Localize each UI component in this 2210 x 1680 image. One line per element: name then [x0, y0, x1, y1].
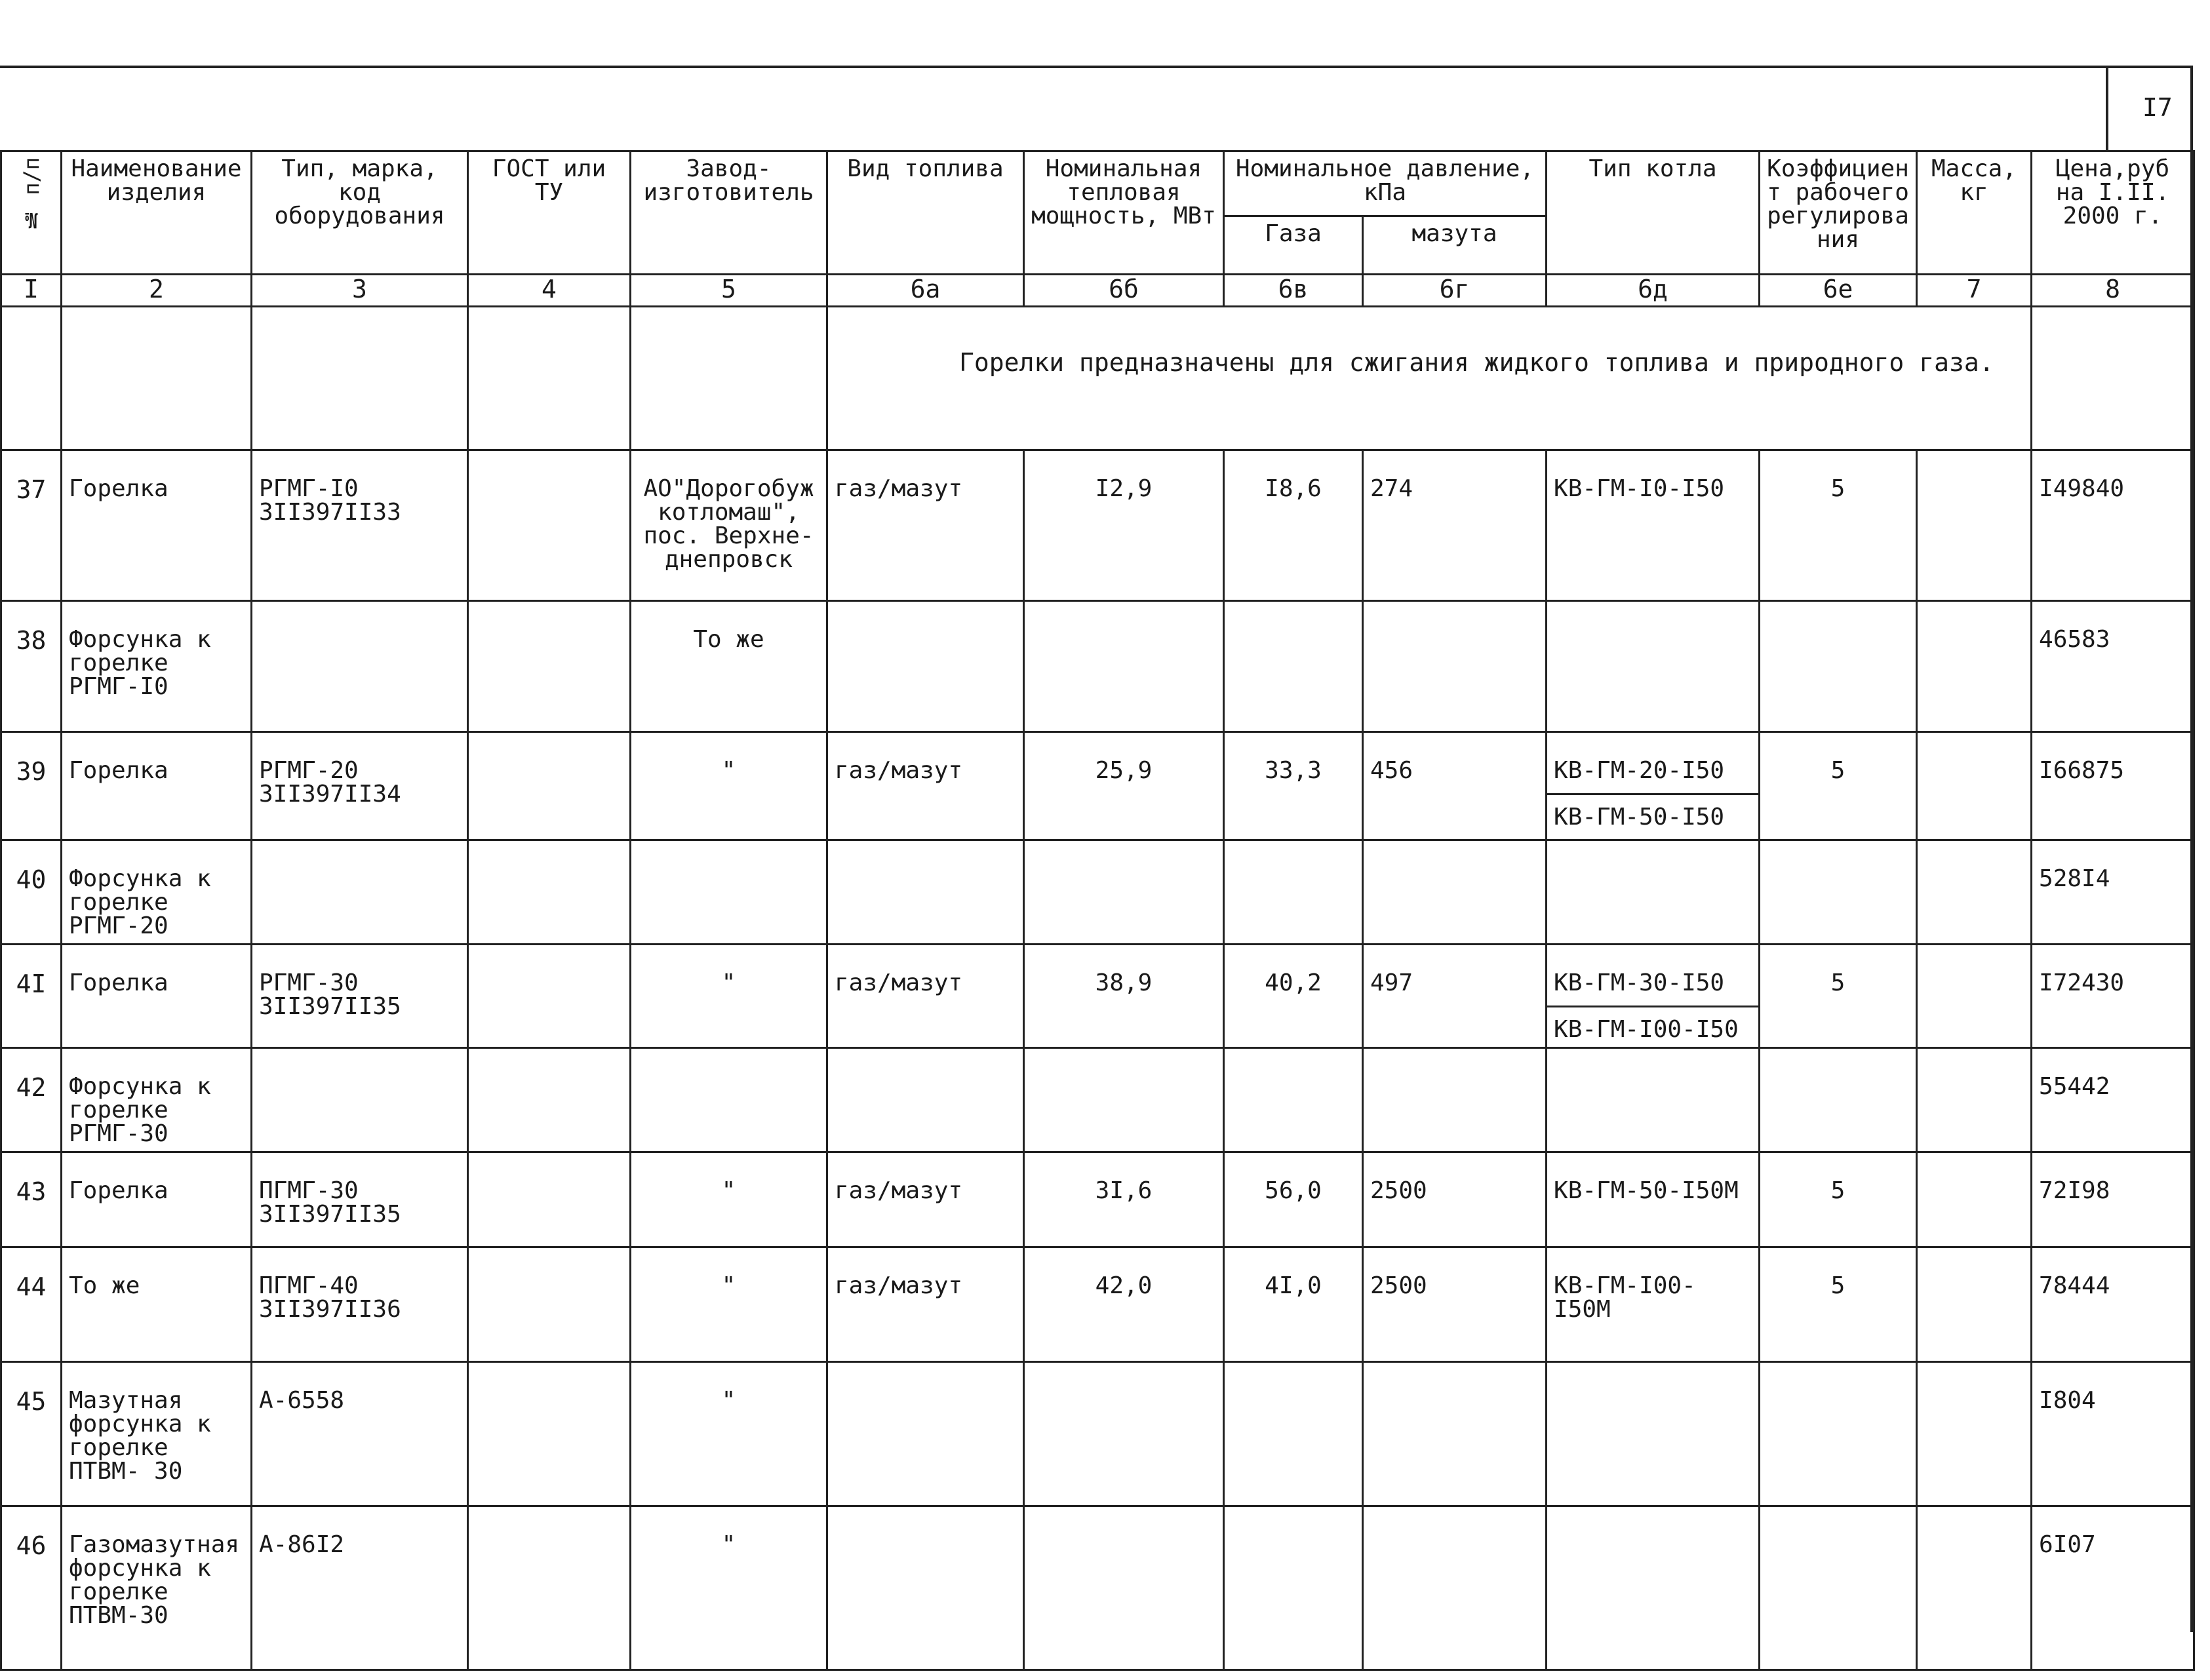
- price-cell: 528I4: [2032, 840, 2194, 945]
- gas-pressure: 56,0: [1224, 1152, 1363, 1247]
- price-cell: 55442: [2032, 1048, 2194, 1152]
- control-ratio: 5: [1760, 945, 1917, 1048]
- table-row: [1, 1247, 2194, 1362]
- thermal-power: [1024, 840, 1224, 945]
- table-row: [1, 1048, 2194, 1152]
- type-code: ПГМГ-40 3II397II36: [252, 1247, 468, 1362]
- control-ratio: 5: [1760, 1247, 1917, 1362]
- column-number: 6в: [1224, 275, 1363, 307]
- manufacturer: То же: [631, 601, 827, 732]
- header-maker: Завод- изготовитель: [631, 151, 827, 275]
- column-number: I: [1, 275, 62, 307]
- boiler-type: [1547, 1506, 1760, 1670]
- gas-pressure: [1224, 1362, 1363, 1506]
- thermal-power: [1024, 1506, 1224, 1670]
- top-border: [0, 66, 2193, 68]
- header-pressure-fuel-oil: мазута: [1363, 216, 1547, 275]
- price-cell: I49840: [2032, 450, 2194, 601]
- gost-cell: [468, 840, 631, 945]
- header-power: Номинальная тепловая мощность, МВт: [1024, 151, 1224, 275]
- boiler-type: [1547, 732, 1760, 840]
- boiler-type-primary: КВ-ГМ-30-I50: [1547, 971, 1758, 1007]
- fuel-type: газ/мазут: [827, 732, 1024, 840]
- mass-cell: [1917, 450, 2032, 601]
- header-name: Наименование изделия: [62, 151, 252, 275]
- note-spacer: [2032, 307, 2194, 450]
- item-name: Горелка: [62, 945, 252, 1048]
- boiler-type: [1547, 945, 1760, 1048]
- note-spacer: [1, 307, 62, 450]
- note-text: Горелки предназначены для сжигания жидкого топлива и природного газа.: [827, 307, 2032, 450]
- item-name: Горелка: [62, 1152, 252, 1247]
- page-number-box-divider: [2106, 66, 2108, 151]
- type-code: РГМГ-30 3II397II35: [252, 945, 468, 1048]
- mass-cell: [1917, 1152, 2032, 1247]
- thermal-power: [1024, 1048, 1224, 1152]
- gost-cell: [468, 1048, 631, 1152]
- price-cell: 78444: [2032, 1247, 2194, 1362]
- column-number: 6б: [1024, 275, 1224, 307]
- boiler-type-primary: КВ-ГМ-20-I50: [1547, 759, 1758, 795]
- type-code: РГМГ-I0 3II397II33: [252, 450, 468, 601]
- column-number: 6г: [1363, 275, 1547, 307]
- mass-cell: [1917, 1048, 2032, 1152]
- header-boiler: Тип котла: [1547, 151, 1760, 275]
- type-code: [252, 1048, 468, 1152]
- price-cell: 46583: [2032, 601, 2194, 732]
- note-spacer: [468, 307, 631, 450]
- price-cell: I66875: [2032, 732, 2194, 840]
- thermal-power: 38,9: [1024, 945, 1224, 1048]
- boiler-type: КВ-ГМ-I0-I50: [1547, 450, 1760, 601]
- gas-pressure: [1224, 601, 1363, 732]
- gost-cell: [468, 1152, 631, 1247]
- gas-pressure: I8,6: [1224, 450, 1363, 601]
- table-row: [1, 732, 2194, 840]
- gost-cell: [468, 945, 631, 1048]
- fuel-oil-pressure: 2500: [1363, 1152, 1547, 1247]
- mass-cell: [1917, 840, 2032, 945]
- header-mass: Масса, кг: [1917, 151, 2032, 275]
- fuel-oil-pressure: [1363, 1362, 1547, 1506]
- header-pressure-gas: Газа: [1224, 216, 1363, 275]
- fuel-type: [827, 1506, 1024, 1670]
- boiler-type: [1547, 840, 1760, 945]
- control-ratio: 5: [1760, 1152, 1917, 1247]
- thermal-power: 42,0: [1024, 1247, 1224, 1362]
- row-number: 37: [1, 450, 62, 601]
- item-name: Горелка: [62, 732, 252, 840]
- column-number: 4: [468, 275, 631, 307]
- header-fuel: Вид топлива: [827, 151, 1024, 275]
- fuel-oil-pressure: 456: [1363, 732, 1547, 840]
- fuel-oil-pressure: 274: [1363, 450, 1547, 601]
- thermal-power: I2,9: [1024, 450, 1224, 601]
- gost-cell: [468, 450, 631, 601]
- fuel-oil-pressure: 2500: [1363, 1247, 1547, 1362]
- control-ratio: [1760, 1362, 1917, 1506]
- table-row: [1, 601, 2194, 732]
- fuel-oil-pressure: [1363, 1506, 1547, 1670]
- note-spacer: [631, 307, 827, 450]
- gas-pressure: 40,2: [1224, 945, 1363, 1048]
- item-name: Газомазутная форсунка к горелке ПТВМ-30: [62, 1506, 252, 1670]
- fuel-type: газ/мазут: [827, 945, 1024, 1048]
- fuel-type: [827, 840, 1024, 945]
- manufacturer: [631, 840, 827, 945]
- item-name: Форсунка к горелке РГМГ-20: [62, 840, 252, 945]
- column-number: 5: [631, 275, 827, 307]
- header-type: Тип, марка, код оборудования: [252, 151, 468, 275]
- column-number: 8: [2032, 275, 2194, 307]
- fuel-type: газ/мазут: [827, 1152, 1024, 1247]
- manufacturer: ": [631, 945, 827, 1048]
- fuel-type: [827, 1048, 1024, 1152]
- note-spacer: [62, 307, 252, 450]
- thermal-power: [1024, 1362, 1224, 1506]
- manufacturer: ": [631, 1247, 827, 1362]
- row-number: 39: [1, 732, 62, 840]
- type-code: РГМГ-20 3II397II34: [252, 732, 468, 840]
- row-number: 40: [1, 840, 62, 945]
- table-row: [1, 945, 2194, 1048]
- fuel-type: газ/мазут: [827, 1247, 1024, 1362]
- gost-cell: [468, 601, 631, 732]
- boiler-type-secondary: КВ-ГМ-I00-I50: [1554, 1016, 1739, 1043]
- table-row: [1, 1506, 2194, 1670]
- item-name: Горелка: [62, 450, 252, 601]
- table-row: [1, 840, 2194, 945]
- fuel-oil-pressure: [1363, 601, 1547, 732]
- manufacturer: ": [631, 732, 827, 840]
- gas-pressure: 4I,0: [1224, 1247, 1363, 1362]
- fuel-oil-pressure: [1363, 840, 1547, 945]
- fuel-oil-pressure: 497: [1363, 945, 1547, 1048]
- note-row: [1, 307, 2194, 450]
- header-pressure: Номинальное давление, кПа: [1224, 151, 1547, 216]
- type-code: [252, 601, 468, 732]
- fuel-oil-pressure: [1363, 1048, 1547, 1152]
- column-number: 6д: [1547, 275, 1760, 307]
- page-number: I7: [2142, 93, 2173, 122]
- item-name: То же: [62, 1247, 252, 1362]
- boiler-type: [1547, 1048, 1760, 1152]
- thermal-power: [1024, 601, 1224, 732]
- price-cell: 6I07: [2032, 1506, 2194, 1670]
- manufacturer: ": [631, 1362, 827, 1506]
- boiler-type: [1547, 1362, 1760, 1506]
- control-ratio: 5: [1760, 732, 1917, 840]
- control-ratio: [1760, 1506, 1917, 1670]
- manufacturer: АО"Дорогобуж котломаш", пос. Верхне- днепровск: [631, 450, 827, 601]
- row-number: 45: [1, 1362, 62, 1506]
- manufacturer: [631, 1048, 827, 1152]
- thermal-power: 3I,6: [1024, 1152, 1224, 1247]
- control-ratio: [1760, 1048, 1917, 1152]
- control-ratio: 5: [1760, 450, 1917, 601]
- fuel-type: [827, 1362, 1024, 1506]
- item-name: Форсунка к горелке РГМГ-30: [62, 1048, 252, 1152]
- table-row: [1, 1362, 2194, 1506]
- header-row: [1, 151, 2194, 216]
- table-row: [1, 450, 2194, 601]
- column-number: 6а: [827, 275, 1024, 307]
- column-number: 2: [62, 275, 252, 307]
- gost-cell: [468, 1362, 631, 1506]
- row-number: 38: [1, 601, 62, 732]
- type-code: ПГМГ-30 3II397II35: [252, 1152, 468, 1247]
- fuel-type: газ/мазут: [827, 450, 1024, 601]
- fuel-type: [827, 601, 1024, 732]
- column-number: 3: [252, 275, 468, 307]
- thermal-power: 25,9: [1024, 732, 1224, 840]
- type-code: А-6558: [252, 1362, 468, 1506]
- type-code: [252, 840, 468, 945]
- item-name: Форсунка к горелке РГМГ-I0: [62, 601, 252, 732]
- mass-cell: [1917, 732, 2032, 840]
- gas-pressure: [1224, 1048, 1363, 1152]
- row-number: 42: [1, 1048, 62, 1152]
- row-number: 4I: [1, 945, 62, 1048]
- price-cell: I72430: [2032, 945, 2194, 1048]
- gost-cell: [468, 1506, 631, 1670]
- price-cell: I804: [2032, 1362, 2194, 1506]
- boiler-type: КВ-ГМ-50-I50М: [1547, 1152, 1760, 1247]
- header-price: Цена,руб на I.II. 2000 г.: [2032, 151, 2194, 275]
- type-code: А-86I2: [252, 1506, 468, 1670]
- boiler-type: КВ-ГМ-I00-I50М: [1547, 1247, 1760, 1362]
- control-ratio: [1760, 601, 1917, 732]
- table-row: [1, 1152, 2194, 1247]
- boiler-type-secondary: КВ-ГМ-50-I50: [1554, 804, 1725, 830]
- note-spacer: [252, 307, 468, 450]
- price-cell: 72I98: [2032, 1152, 2194, 1247]
- header-gost: ГОСТ или ТУ: [468, 151, 631, 275]
- control-ratio: [1760, 840, 1917, 945]
- row-number: 46: [1, 1506, 62, 1670]
- gas-pressure: [1224, 1506, 1363, 1670]
- column-number-row: [1, 275, 2194, 307]
- column-number: 6е: [1760, 275, 1917, 307]
- boiler-type: [1547, 601, 1760, 732]
- mass-cell: [1917, 601, 2032, 732]
- mass-cell: [1917, 945, 2032, 1048]
- manufacturer: ": [631, 1506, 827, 1670]
- item-name: Мазутная форсунка к горелке ПТВМ- 30: [62, 1362, 252, 1506]
- column-number: 7: [1917, 275, 2032, 307]
- equipment-price-table: [0, 150, 2195, 1671]
- gost-cell: [468, 732, 631, 840]
- row-number: 43: [1, 1152, 62, 1247]
- gas-pressure: 33,3: [1224, 732, 1363, 840]
- manufacturer: ": [631, 1152, 827, 1247]
- mass-cell: [1917, 1506, 2032, 1670]
- header-coef: Коэффициент рабочего регулирова ния: [1760, 151, 1917, 275]
- row-number: 44: [1, 1247, 62, 1362]
- gas-pressure: [1224, 840, 1363, 945]
- gost-cell: [468, 1247, 631, 1362]
- mass-cell: [1917, 1362, 2032, 1506]
- header-no: № п/п: [1, 151, 62, 275]
- mass-cell: [1917, 1247, 2032, 1362]
